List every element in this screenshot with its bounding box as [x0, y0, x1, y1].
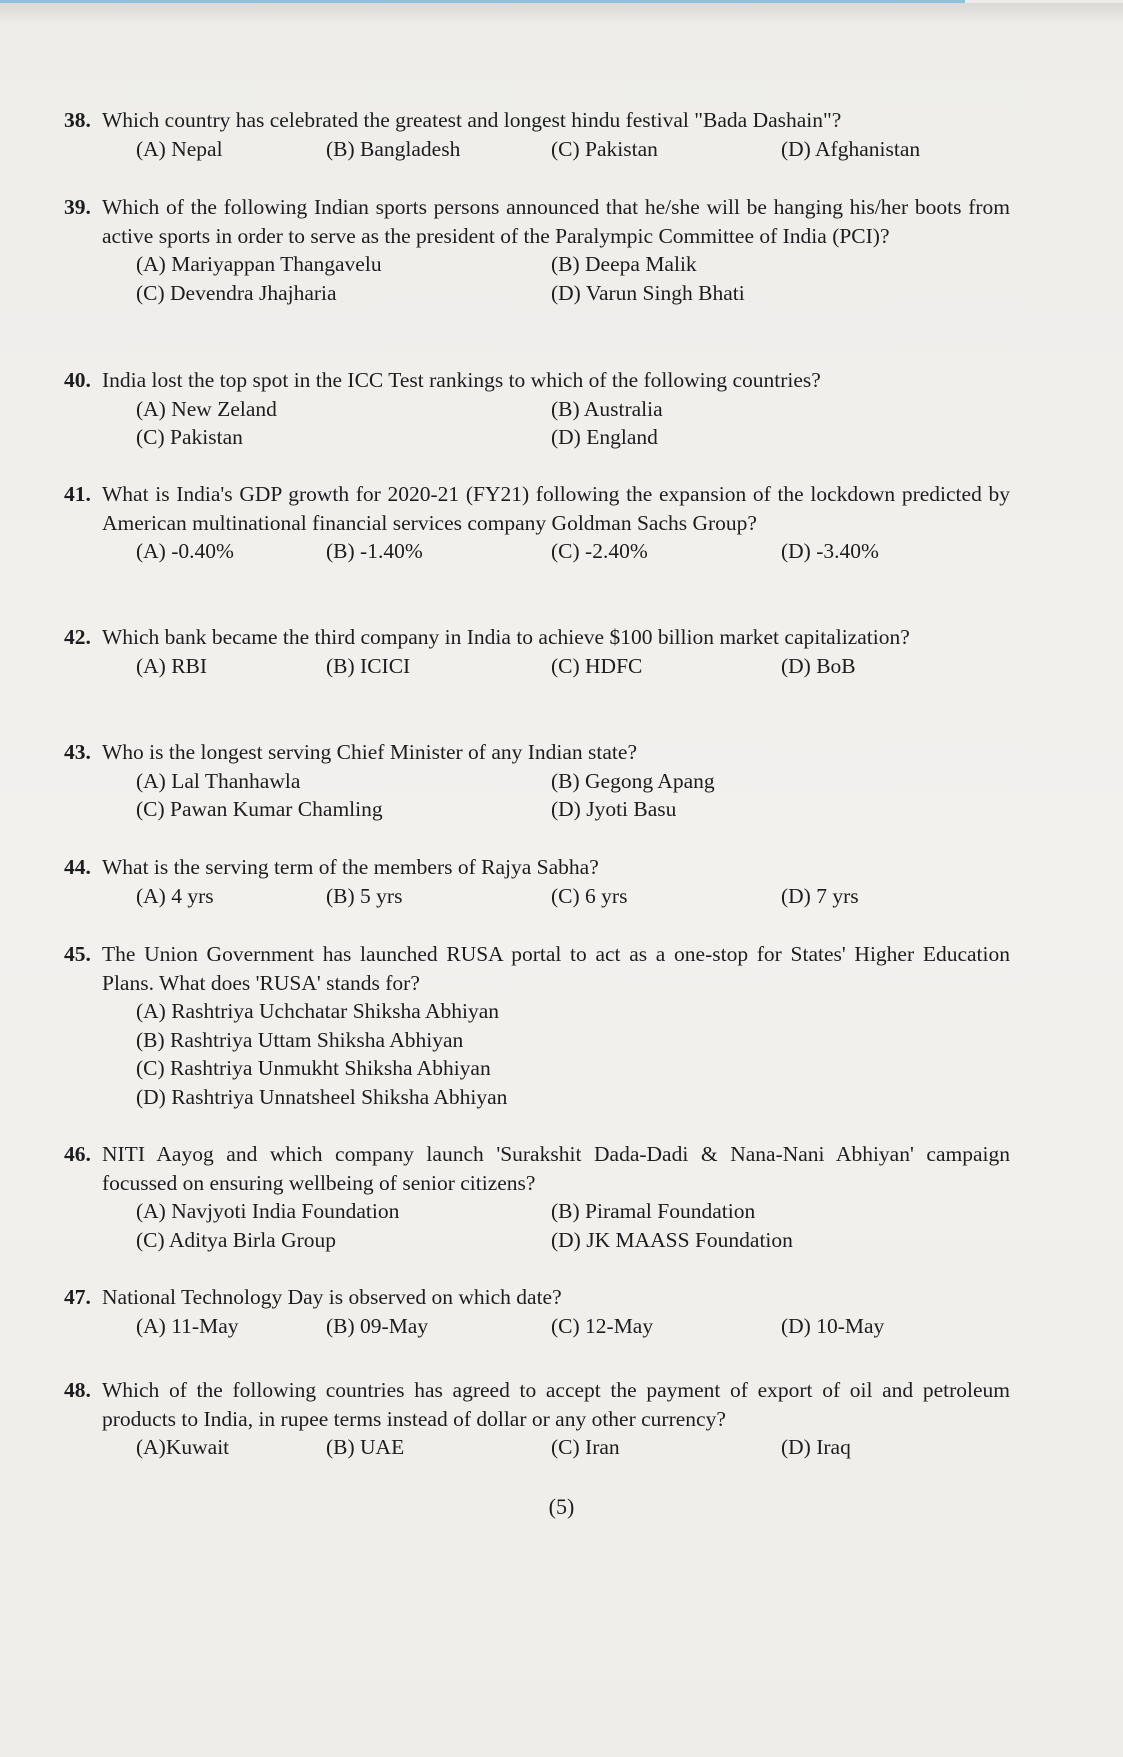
- option-c: (C) Rashtriya Unmukht Shiksha Abhiyan: [136, 1056, 491, 1080]
- question-44: [64, 853, 1010, 910]
- question-text: Which country has celebrated the greatest and longest hindu festival "Bada Dashain"?: [102, 108, 842, 132]
- page-number: (5): [548, 1494, 575, 1519]
- question-46: [64, 1140, 1010, 1254]
- options-row: [136, 250, 1010, 279]
- question-41: [64, 480, 1010, 566]
- option-a: (A) RBI: [136, 653, 208, 678]
- option-d: (D) -3.40%: [781, 539, 879, 563]
- question-text: Which of the following Indian sports persons announced that he/she will be hanging his/her boots from active sports in order to serve as the president of the Paralympic Committee of India (PCI)?: [102, 195, 1010, 248]
- option-a: (A) 4 yrs: [136, 883, 214, 908]
- question-number: 43.: [64, 740, 91, 764]
- question-number: 42.: [64, 625, 91, 649]
- question-45: [64, 940, 1010, 1111]
- option-d: (D) JK MAASS Foundation: [551, 1227, 793, 1252]
- question-text: What is India's GDP growth for 2020-21 (FY21) following the expansion of the lockdown predicted by American multinational financial services company Goldman Sachs Group?: [102, 482, 1010, 535]
- options-row: [136, 767, 1010, 796]
- question-text: The Union Government has launched RUSA portal to act as a one-stop for States' Higher Education Plans. What does 'RUSA' stands for?: [102, 942, 1010, 995]
- question-text: Which of the following countries has agreed to accept the payment of export of oil and petroleum products to India, in rupee terms instead of dollar or any other currency?: [102, 1378, 1010, 1431]
- option-c: (C) HDFC: [551, 653, 643, 678]
- option-b: (B) Piramal Foundation: [551, 1199, 756, 1223]
- option-b: (B) Gegong Apang: [551, 768, 715, 793]
- options-row: [136, 882, 1010, 911]
- option-b: (B) 5 yrs: [326, 883, 403, 908]
- option-a: (A) Nepal: [136, 136, 223, 161]
- options-row: [136, 652, 1010, 681]
- question-number: 45.: [64, 942, 91, 966]
- options-row: [136, 1226, 1010, 1255]
- option-c: (C) -2.40%: [551, 539, 648, 563]
- option-d: (D) Iraq: [781, 1435, 851, 1459]
- option-b: (B) Deepa Malik: [551, 252, 697, 276]
- question-number: 47.: [64, 1285, 91, 1309]
- option-d: (D) Afghanistan: [781, 136, 921, 161]
- option-c: (C) 12-May: [551, 1313, 654, 1338]
- question-number: 48.: [64, 1378, 91, 1402]
- question-43: [64, 738, 1010, 824]
- question-number: 38.: [64, 108, 91, 132]
- option-a: (A)Kuwait: [136, 1435, 230, 1459]
- option-d: (D) England: [551, 425, 658, 449]
- option-d: (D) Varun Singh Bhati: [551, 280, 745, 305]
- option-b: (B) Australia: [551, 396, 663, 421]
- option-b: (B) 09-May: [326, 1313, 429, 1338]
- option-c: (C) Aditya Birla Group: [136, 1227, 337, 1252]
- option-a: (A) Navjyoti India Foundation: [136, 1199, 400, 1223]
- option-d: (D) Jyoti Basu: [551, 797, 677, 821]
- option-d: (D) 7 yrs: [781, 883, 859, 908]
- question-text: Which bank became the third company in India to achieve $100 billion market capitalization?: [102, 625, 910, 649]
- question-48: [64, 1376, 1010, 1462]
- option-b: (B) UAE: [326, 1435, 405, 1459]
- question-text: Who is the longest serving Chief Minister of any Indian state?: [102, 740, 637, 764]
- option-b: (B) ICICI: [326, 653, 411, 678]
- option-a: (A) Rashtriya Uchchatar Shiksha Abhiyan: [136, 999, 500, 1023]
- options-row: [136, 1433, 1010, 1462]
- question-number: 40.: [64, 368, 91, 392]
- question-number: 46.: [64, 1142, 91, 1166]
- option-a: (A) 11-May: [136, 1313, 239, 1338]
- question-42: [64, 623, 1010, 680]
- option-c: (C) Pawan Kumar Chamling: [136, 797, 383, 821]
- question-number: 39.: [64, 195, 91, 219]
- options-row: [136, 1312, 1010, 1341]
- question-40: [64, 366, 1010, 452]
- options-row: [136, 537, 1010, 566]
- option-d: (D) 10-May: [781, 1313, 885, 1338]
- option-c: (C) 6 yrs: [551, 883, 628, 908]
- question-38: [64, 106, 1010, 163]
- options-row: [136, 279, 1010, 308]
- option-b: (B) Bangladesh: [326, 136, 461, 161]
- option-d: (D) BoB: [781, 653, 856, 678]
- option-c: (C) Devendra Jhajharia: [136, 280, 337, 305]
- question-number: 41.: [64, 482, 91, 506]
- question-39: [64, 193, 1010, 307]
- question-text: What is the serving term of the members of Rajya Sabha?: [102, 855, 599, 879]
- option-c: (C) Iran: [551, 1435, 620, 1459]
- option-b: (B) Rashtriya Uttam Shiksha Abhiyan: [136, 1027, 464, 1052]
- options-row: [136, 795, 1010, 824]
- option-a: (A) Mariyappan Thangavelu: [136, 252, 382, 276]
- question-text: NITI Aayog and which company launch 'Surakshit Dada-Dadi & Nana-Nani Abhiyan' campaign focussed on ensuring wellbeing of senior citizens?: [102, 1142, 1010, 1195]
- option-a: (A) -0.40%: [136, 539, 234, 563]
- question-text: National Technology Day is observed on which date?: [102, 1285, 562, 1309]
- options-row: [136, 135, 1010, 164]
- option-d: (D) Rashtriya Unnatsheel Shiksha Abhiyan: [136, 1084, 508, 1109]
- option-c: (C) Pakistan: [551, 136, 658, 161]
- options-row: [136, 395, 1010, 424]
- option-c: (C) Pakistan: [136, 425, 243, 449]
- question-text: India lost the top spot in the ICC Test rankings to which of the following countries?: [102, 368, 821, 392]
- question-number: 44.: [64, 855, 91, 879]
- option-b: (B) -1.40%: [326, 539, 423, 563]
- options-row: [136, 423, 1010, 452]
- question-47: [64, 1283, 1010, 1340]
- scan-shadow: [0, 3, 1123, 25]
- option-a: (A) New Zeland: [136, 396, 277, 421]
- option-a: (A) Lal Thanhawla: [136, 768, 301, 793]
- options-row: [136, 1197, 1010, 1226]
